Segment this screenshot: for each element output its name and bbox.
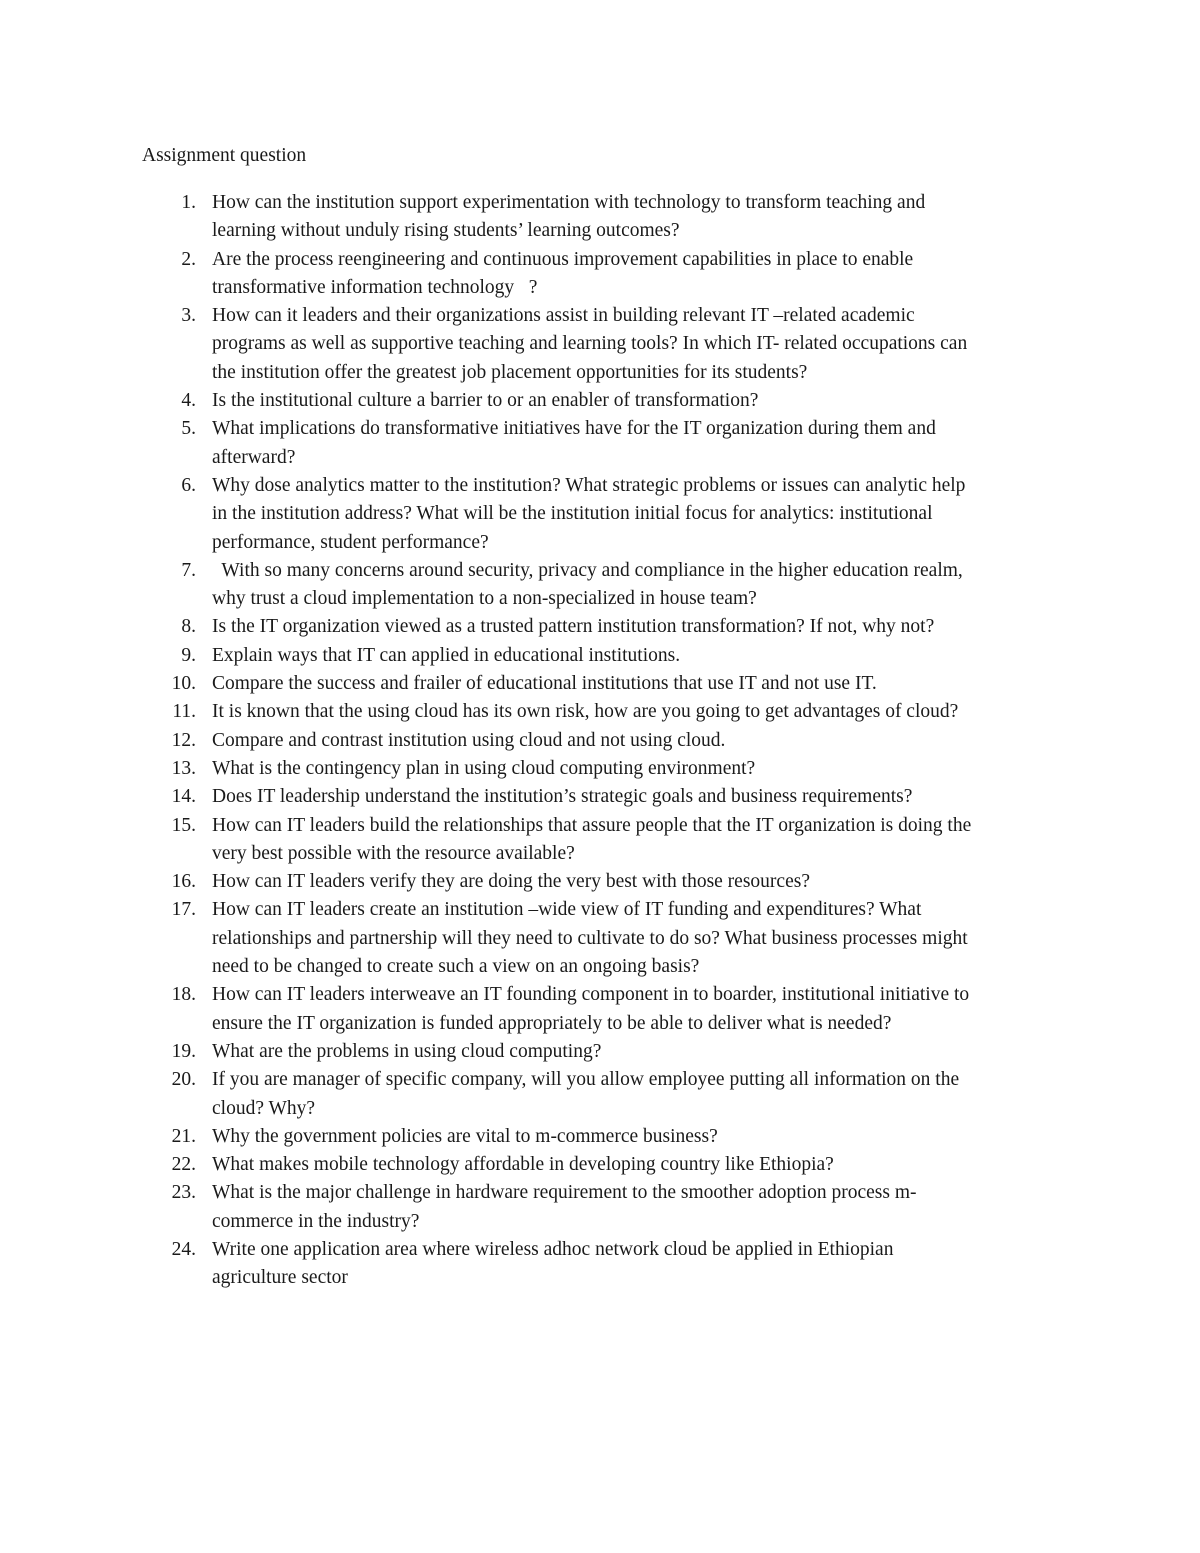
question-item [142,727,1062,755]
question-number: 20. [171,1069,196,1091]
question-text-line: Explain ways that IT can applied in educational institutions. [212,644,681,666]
question-item [142,812,1062,869]
question-item [142,981,1062,1038]
question-text-line: agriculture sector [212,1267,348,1289]
question-number: 3. [181,305,196,327]
question-item [142,755,1062,783]
question-number: 18. [171,984,196,1006]
question-text-line: It is known that the using cloud has its own risk, how are you going to get advantages of cloud? [212,701,959,723]
question-text-line: Are the process reengineering and continuous improvement capabilities in place to enable [212,248,914,270]
question-number: 4. [181,390,196,412]
question-item [142,670,1062,698]
question-text-line: What is the contingency plan in using cloud computing environment? [212,757,756,779]
question-text-line: With so many concerns around security, privacy and compliance in the higher education realm, [212,559,963,581]
question-item [142,302,1062,387]
question-text-line: why trust a cloud implementation to a non-specialized in house team? [212,588,757,610]
question-text-line: What implications do transformative initiatives have for the IT organization during them and [212,418,936,440]
question-item [142,246,1062,303]
question-text-line: Is the institutional culture a barrier to or an enabler of transformation? [212,390,759,412]
question-text-line: Is the IT organization viewed as a trusted pattern institution transformation? If not, why not? [212,616,935,638]
question-item [142,189,1062,246]
question-text-line: cloud? Why? [212,1097,316,1119]
question-text-line: commerce in the industry? [212,1210,420,1232]
question-text-line: How can IT leaders interweave an IT founding component in to boarder, institutional initiative to [212,984,970,1006]
question-number: 24. [171,1238,196,1260]
question-number: 2. [181,248,196,270]
question-number: 21. [171,1125,196,1147]
question-text-line: How can IT leaders build the relationships that assure people that the IT organization is doing the [212,814,972,836]
question-text-line: What are the problems in using cloud computing? [212,1040,602,1062]
question-item [142,783,1062,811]
question-item [142,1066,1062,1123]
question-text-line: What is the major challenge in hardware requirement to the smoother adoption process m- [212,1182,917,1204]
question-item [142,1179,1062,1236]
question-text-line: What makes mobile technology affordable in developing country like Ethiopia? [212,1154,834,1176]
question-item [142,698,1062,726]
question-number: 22. [171,1154,196,1176]
question-number: 6. [181,474,196,496]
question-item [142,387,1062,415]
question-item [142,472,1062,557]
question-text-line: transformative information technology ? [212,276,538,298]
question-text-line: relationships and partnership will they need to cultivate to do so? What business processes might [212,927,968,949]
question-text-line: in the institution address? What will be the institution initial focus for analytics: institutional [212,503,933,525]
question-text-line: Compare and contrast institution using cloud and not using cloud. [212,729,726,751]
question-item [142,642,1062,670]
question-number: 5. [181,418,196,440]
question-number: 9. [181,644,196,666]
question-item [142,1151,1062,1179]
question-text-line: Does IT leadership understand the institution’s strategic goals and business requirements? [212,786,913,808]
question-number: 7. [181,559,196,581]
question-number: 13. [171,757,196,779]
question-text-line: afterward? [212,446,296,468]
question-text-line: If you are manager of specific company, will you allow employee putting all information on the [212,1069,960,1091]
question-number: 19. [171,1040,196,1062]
question-text-line: the institution offer the greatest job placement opportunities for its students? [212,361,808,383]
question-number: 17. [171,899,196,921]
question-number: 15. [171,814,196,836]
question-item [142,896,1062,981]
question-text-line: Write one application area where wireless adhoc network cloud be applied in Ethiopian [212,1238,894,1260]
question-item [142,868,1062,896]
question-number: 11. [172,701,196,723]
question-item [142,1236,1062,1293]
question-text-line: How can it leaders and their organizations assist in building relevant IT –related academic [212,305,915,327]
question-text-line: learning without unduly rising students’ learning outcomes? [212,220,680,242]
question-list [142,189,1062,1293]
question-item [142,415,1062,472]
question-item [142,557,1062,614]
question-number: 1. [181,192,196,213]
question-item [142,613,1062,641]
question-text-line: performance, student performance? [212,531,489,553]
question-number: 14. [171,786,196,808]
question-text-line: How can the institution support experimentation with technology to transform teaching and [212,192,926,213]
question-item [142,1123,1062,1151]
question-number: 10. [171,673,196,695]
question-text-line: programs as well as supportive teaching and learning tools? In which IT- related occupations can [212,333,968,355]
question-text-line: Compare the success and frailer of educational institutions that use IT and not use IT. [212,673,877,695]
question-text-line: ensure the IT organization is funded appropriately to be able to deliver what is needed? [212,1012,892,1034]
question-text-line: need to be changed to create such a view on an ongoing basis? [212,956,700,978]
question-number: 16. [171,871,196,893]
question-item [142,1038,1062,1066]
question-number: 8. [181,616,196,638]
question-number: 12. [171,729,196,751]
question-text-line: Why dose analytics matter to the institution? What strategic problems or issues can analytic help [212,474,966,496]
question-text-line: very best possible with the resource available? [212,842,575,864]
question-number: 23. [171,1182,196,1204]
document-heading: Assignment question [142,145,307,166]
question-text-line: How can IT leaders verify they are doing the very best with those resources? [212,871,810,893]
question-text-line: Why the government policies are vital to m-commerce business? [212,1125,718,1147]
question-text-line: How can IT leaders create an institution –wide view of IT funding and expenditures? What [212,899,922,921]
